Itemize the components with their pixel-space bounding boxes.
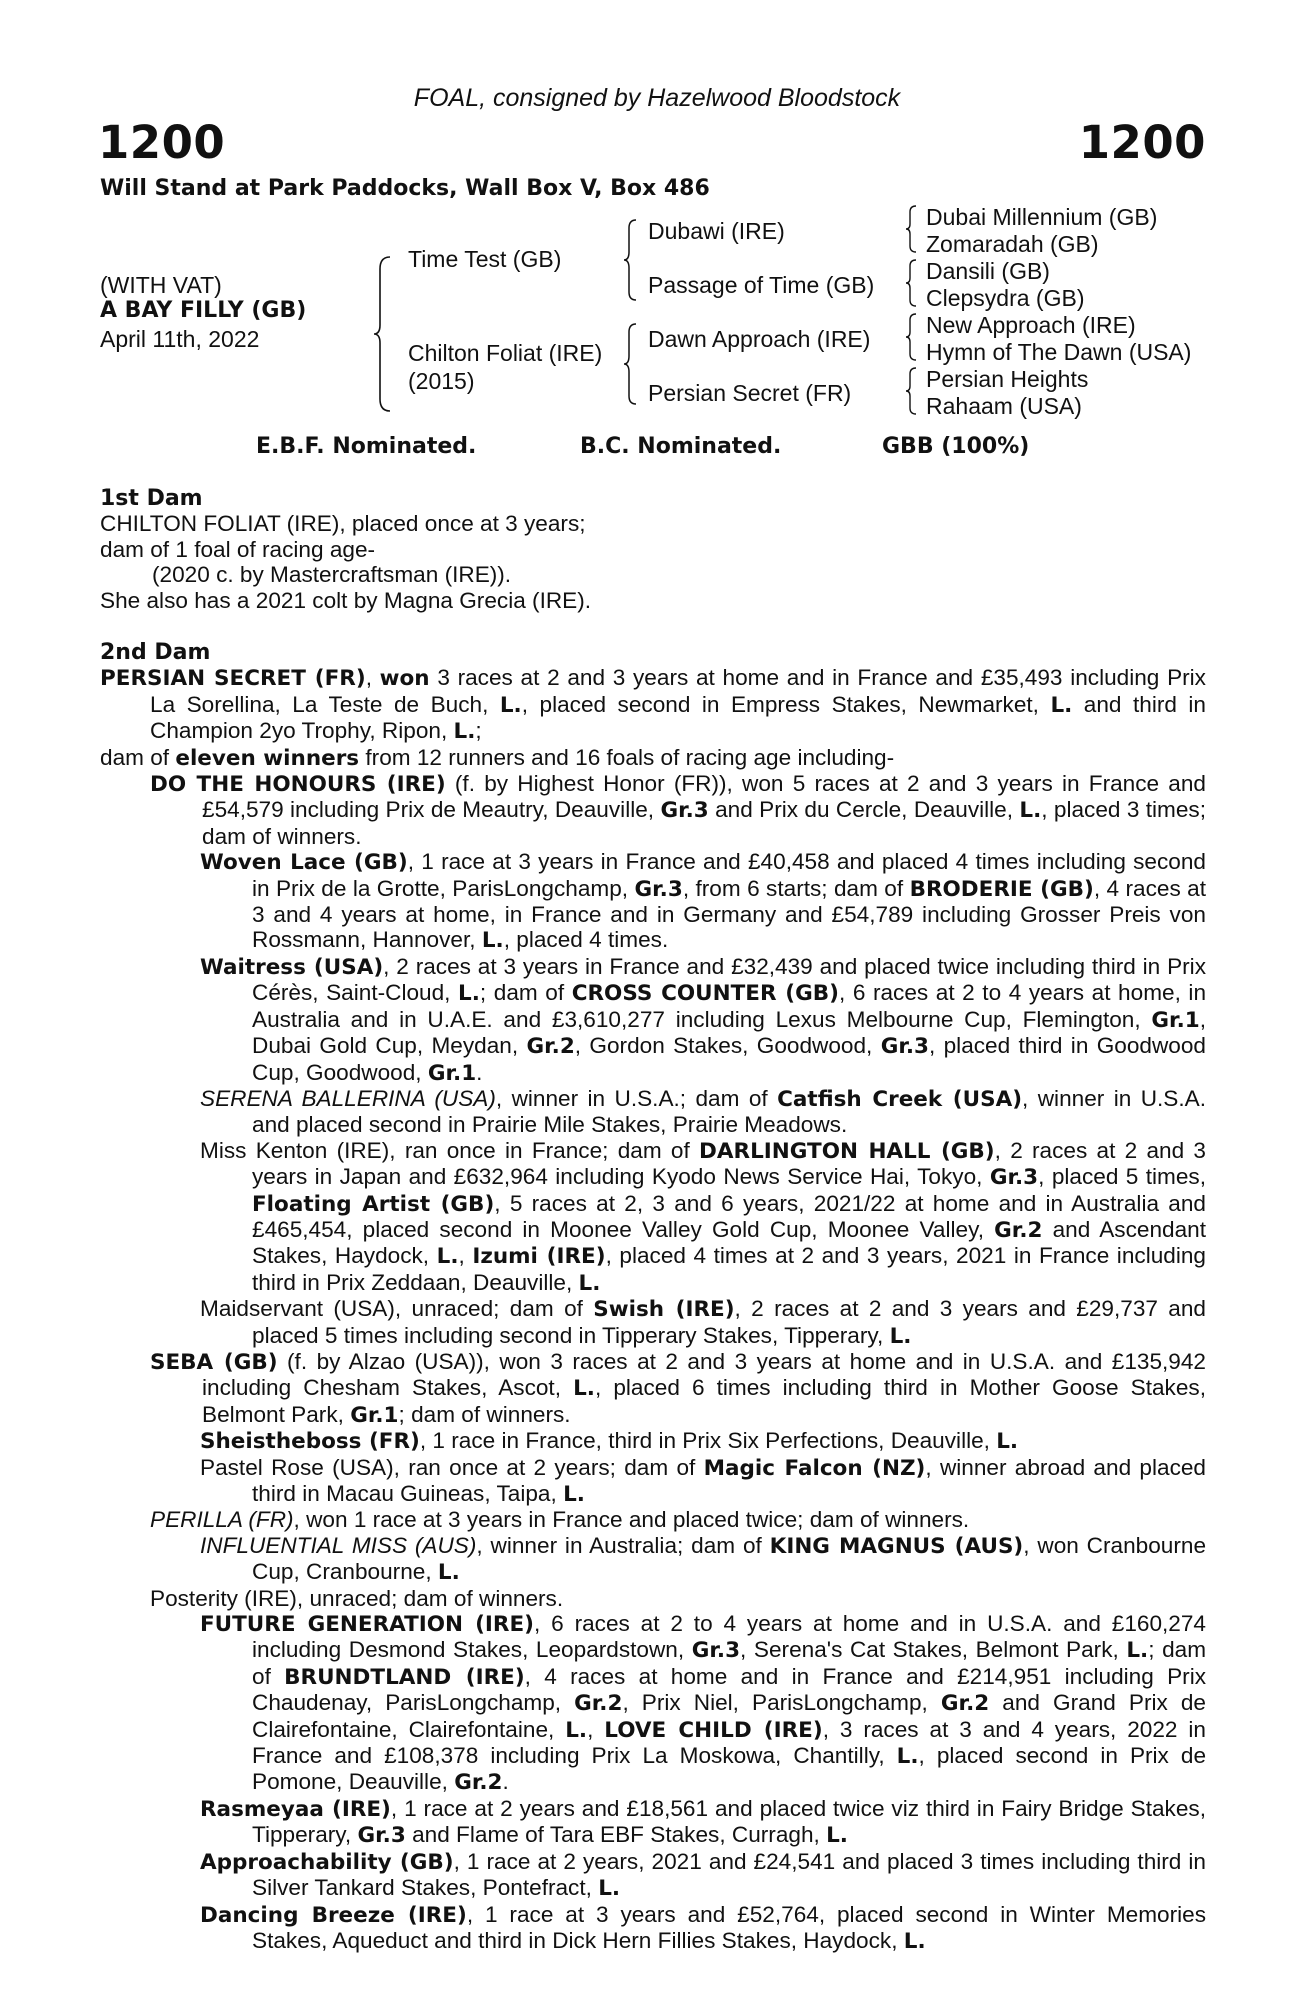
ds-dam: Hymn of The Dawn (USA) (926, 339, 1192, 365)
sire-brace (622, 218, 640, 302)
dam-dam: Persian Secret (FR) (648, 380, 852, 406)
first-dam-line: She also has a 2021 colt by Magna Grecia (IRE). (100, 587, 592, 613)
first-dam-section (100, 486, 1206, 613)
sd-sire: Dansili (GB) (926, 258, 1050, 284)
consignor-line: FOAL, consigned by Hazelwood Bloodstock (413, 84, 901, 112)
horse-name: A BAY FILLY (GB) (100, 298, 307, 323)
first-dam-line: CHILTON FOLIAT (IRE), placed once at 3 years; (100, 511, 586, 537)
dam-brace (622, 322, 640, 406)
horse-dob: April 11th, 2022 (100, 326, 260, 352)
progeny-miss-kenton: Miss Kenton (IRE), ran once in France; dam of DARLINGTON HALL (GB), 2 races at 2 and 3 years in Japan and £632,964 including Kyodo News Service Hai, Tokyo, Gr.3, placed 5 times, Floating Artist (GB), 5 races at 2, 3 and 6 years, 2021/22 at home and in Australia and £465,454, placed second in Moonee Valley Gold Cup, Moonee Valley, Gr.2 and Ascendant Stakes, Haydock, L., Izumi (IRE), placed 4 times at 2 and 3 years, 2021 in France including third in Prix Zeddaan, Deauville, L. (200, 1137, 1207, 1296)
dam-year: (2015) (408, 368, 475, 394)
progeny-woven-lace: Woven Lace (GB), 1 race at 3 years in France and £40,458 and placed 4 times including second in Prix de la Grotte, ParisLongchamp, Gr.3, from 6 starts; dam of BRODERIE (GB), 4 races at 3 and 4 years at home, in France and in Germany and £54,789 including Grosser Preis von Rossmann, Hannover, L., placed 4 times. (200, 849, 1206, 954)
ebf-nominated: E.B.F. Nominated. (256, 434, 477, 459)
first-dam-line: (2020 c. by Mastercraftsman (IRE)). (152, 562, 512, 588)
ss-sire: Dubai Millennium (GB) (926, 204, 1158, 230)
progeny-seba: SEBA (GB) (f. by Alzao (USA)), won 3 races at 2 and 3 years at home and in U.S.A. and £135,942 including Chesham Stakes, Ascot, L., placed 6 times including third in Mother Goose Stakes, Belmont Park, Gr.1; dam of winners. (150, 1348, 1206, 1428)
vat-note: (WITH VAT) (100, 272, 222, 298)
sire-sire: Dubawi (IRE) (648, 218, 785, 244)
progeny-sheistheboss: Sheistheboss (FR), 1 race in France, third in Prix Six Perfections, Deauville, L. (200, 1428, 1019, 1455)
progeny-pastel-rose: Pastel Rose (USA), ran once at 2 years; dam of Magic Falcon (NZ), winner abroad and placed third in Macau Guineas, Taipa, L. (200, 1454, 1206, 1507)
stand-location: Will Stand at Park Paddocks, Wall Box V, Box 486 (100, 176, 710, 201)
pedigree-brace (372, 255, 394, 413)
progeny-future-generation: FUTURE GENERATION (IRE), 6 races at 2 to 4 years at home and in U.S.A. and £160,274 including Desmond Stakes, Leopardstown, Gr.3, Serena's Cat Stakes, Belmont Park, L.; dam of BRUNDTLAND (IRE), 4 races at home and in France and £214,951 including Prix Chaudenay, ParisLongchamp, Gr.2, Prix Niel, ParisLongchamp, Gr.2 and Grand Prix de Clairefontaine, Clairefontaine, L., LOVE CHILD (IRE), 3 races at 3 and 4 years, 2022 in France and £108,378 including Prix La Moskowa, Chantilly, L., placed second in Prix de Pomone, Deauville, Gr.2. (200, 1611, 1207, 1796)
progeny-rasmeyaa: Rasmeyaa (IRE), 1 race at 2 years and £18,561 and placed twice viz third in Fairy Bridge Stakes, Tipperary, Gr.3 and Flame of Tara EBF Stakes, Curragh, L. (200, 1795, 1206, 1849)
dd-sire: Persian Heights (926, 366, 1089, 392)
bc-nominated: B.C. Nominated. (580, 434, 782, 459)
progeny-waitress: Waitress (USA), 2 races at 3 years in France and £32,439 and placed twice including third in Prix Cérès, Saint-Cloud, L.; dam of CROSS COUNTER (GB), 6 races at 2 to 4 years at home, in Australia and in U.A.E. and £3,610,277 including Lexus Melbourne Cup, Flemington, Gr.1, Dubai Gold Cup, Meydan, Gr.2, Gordon Stakes, Goodwood, Gr.3, placed third in Goodwood Cup, Goodwood, Gr.1. (200, 953, 1207, 1086)
first-dam-heading: 1st Dam (100, 486, 203, 511)
second-dam-section (100, 640, 1206, 1954)
brace-sd (904, 258, 920, 308)
sire-name: Time Test (GB) (408, 246, 562, 272)
second-dam-heading: 2nd Dam (100, 640, 211, 665)
dam-entry-persian-secret: PERSIAN SECRET (FR), won 3 races at 2 and 3 years at home and in France and £35,493 including Prix La Sorellina, La Teste de Buch, L., placed second in Empress Stakes, Newmarket, L. and third in Champion 2yo Trophy, Ripon, L.; (100, 665, 1206, 745)
progeny-influential-miss: INFLUENTIAL MISS (AUS), winner in Australia; dam of KING MAGNUS (AUS), won Cranbourne Cup, Cranbourne, L. (200, 1532, 1207, 1586)
dam-of-summary: dam of eleven winners from 12 runners and 16 foals of racing age including- (100, 744, 895, 771)
sd-dam: Clepsydra (GB) (926, 285, 1085, 311)
sire-dam: Passage of Time (GB) (648, 272, 875, 298)
progeny-dancing-breeze: Dancing Breeze (IRE), 1 race at 3 years and £52,764, placed second in Winter Memories Stakes, Aqueduct and third in Dick Hern Fillies Stakes, Haydock, L. (200, 1901, 1206, 1954)
brace-dd (904, 366, 920, 416)
progeny-maidservant: Maidservant (USA), unraced; dam of Swish (IRE), 2 races at 2 and 3 years and £29,737 and placed 5 times including second in Tipperary Stakes, Tipperary, L. (200, 1296, 1207, 1349)
dam-sire: Dawn Approach (IRE) (648, 326, 871, 352)
brace-ds (904, 312, 920, 362)
progeny-perilla: PERILLA (FR), won 1 race at 3 years in France and placed twice; dam of winners. (150, 1507, 970, 1533)
lot-number-right: 1200 (1078, 116, 1206, 169)
dam-name: Chilton Foliat (IRE) (408, 340, 603, 366)
progeny-serena-ballerina: SERENA BALLERINA (USA), winner in U.S.A.; dam of Catfish Creek (USA), winner in U.S.A. and placed second in Prairie Mile Stakes, Prairie Meadows. (200, 1085, 1206, 1138)
dd-dam: Rahaam (USA) (926, 393, 1082, 419)
lot-number-left: 1200 (98, 116, 226, 169)
ss-dam: Zomaradah (GB) (926, 231, 1099, 257)
ds-sire: New Approach (IRE) (926, 312, 1136, 338)
progeny-approachability: Approachability (GB), 1 race at 2 years, 2021 and £24,541 and placed 3 times including third in Silver Tankard Stakes, Pontefract, L. (200, 1848, 1206, 1902)
progeny-do-the-honours: DO THE HONOURS (IRE) (f. by Highest Honor (FR)), won 5 races at 2 and 3 years in France and £54,579 including Prix de Meautry, Deauville, Gr.3 and Prix du Cercle, Deauville, L., placed 3 times; dam of winners. (150, 771, 1207, 849)
brace-ss (904, 204, 920, 254)
progeny-posterity: Posterity (IRE), unraced; dam of winners. (150, 1585, 564, 1611)
first-dam-line: dam of 1 foal of racing age- (100, 536, 376, 562)
gbb-status: GBB (100%) (882, 434, 1030, 459)
